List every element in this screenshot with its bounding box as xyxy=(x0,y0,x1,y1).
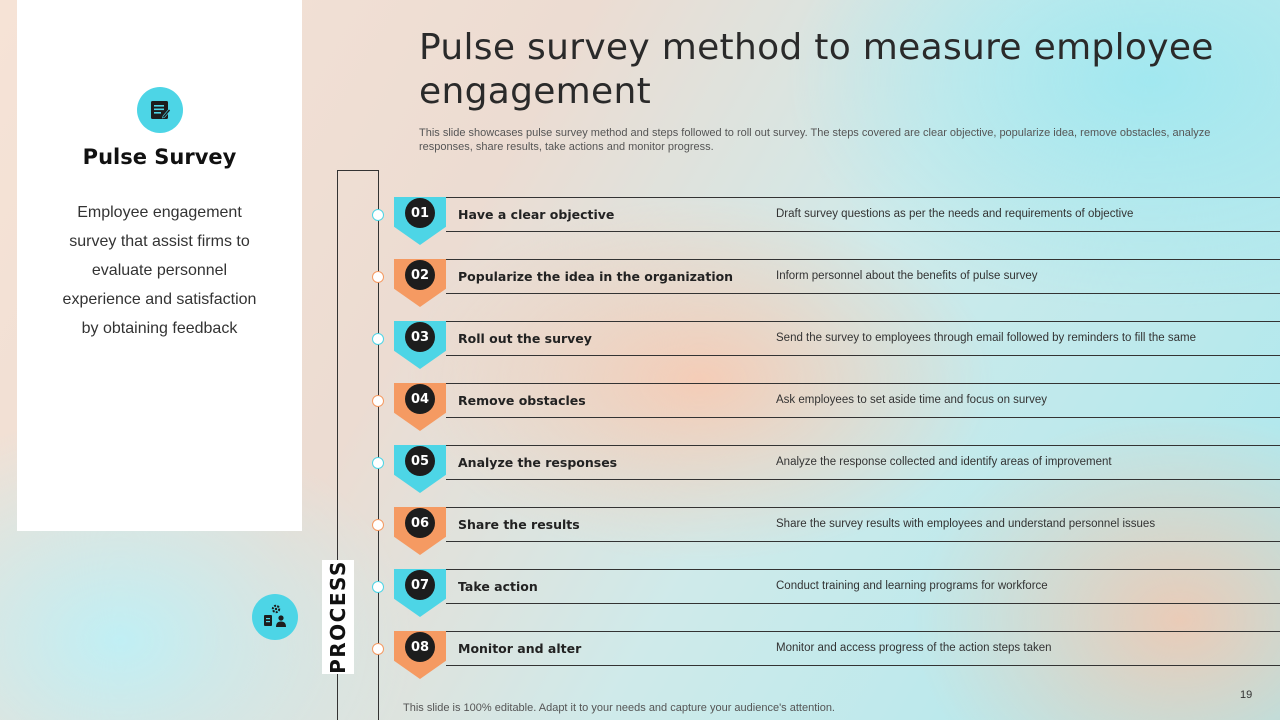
survey-clipboard-icon xyxy=(137,87,183,133)
process-label: PROCESS xyxy=(322,560,354,674)
step-dot xyxy=(372,457,384,469)
step-7 xyxy=(372,569,1280,619)
step-dot xyxy=(372,271,384,283)
page-number: 19 xyxy=(1240,689,1253,701)
step-1 xyxy=(372,197,1280,247)
step-description: Conduct training and learning programs for workforce xyxy=(776,580,1048,592)
step-divider xyxy=(446,665,1280,666)
step-number: 07 xyxy=(405,570,435,600)
step-divider xyxy=(446,603,1280,604)
step-divider xyxy=(446,445,1280,446)
step-dot xyxy=(372,581,384,593)
step-title: Share the results xyxy=(458,517,580,532)
step-description: Analyze the response collected and identify areas of improvement xyxy=(776,456,1112,468)
step-description: Send the survey to employees through email followed by reminders to fill the same xyxy=(776,332,1196,344)
step-description: Inform personnel about the benefits of pulse survey xyxy=(776,270,1038,282)
footer-note: This slide is 100% editable. Adapt it to your needs and capture your audience's attention. xyxy=(403,702,835,714)
team-gear-icon xyxy=(252,594,298,640)
step-2 xyxy=(372,259,1280,309)
step-divider xyxy=(446,507,1280,508)
step-divider xyxy=(446,197,1280,198)
step-dot xyxy=(372,643,384,655)
summary-card xyxy=(17,0,302,531)
step-title: Take action xyxy=(458,579,538,594)
step-divider xyxy=(446,355,1280,356)
step-divider xyxy=(446,321,1280,322)
step-number: 04 xyxy=(405,384,435,414)
step-divider xyxy=(446,417,1280,418)
step-description: Share the survey results with employees and understand personnel issues xyxy=(776,518,1156,530)
step-divider xyxy=(446,631,1280,632)
step-title: Analyze the responses xyxy=(458,455,618,470)
step-number: 05 xyxy=(405,446,435,476)
step-6 xyxy=(372,507,1280,557)
step-description: Draft survey questions as per the needs and requirements of objective xyxy=(776,208,1134,220)
step-number: 08 xyxy=(405,632,435,662)
step-title: Monitor and alter xyxy=(458,641,582,656)
step-3 xyxy=(372,321,1280,371)
step-description: Ask employees to set aside time and focus on survey xyxy=(776,394,1048,406)
step-dot xyxy=(372,333,384,345)
step-number: 03 xyxy=(405,322,435,352)
step-divider xyxy=(446,479,1280,480)
step-divider xyxy=(446,383,1280,384)
step-divider xyxy=(446,231,1280,232)
step-divider xyxy=(446,293,1280,294)
step-dot xyxy=(372,209,384,221)
step-divider xyxy=(446,259,1280,260)
step-number: 06 xyxy=(405,508,435,538)
step-description: Monitor and access progress of the action steps taken xyxy=(776,642,1052,654)
step-title: Roll out the survey xyxy=(458,331,592,346)
step-4 xyxy=(372,383,1280,433)
summary-title: Pulse Survey xyxy=(82,145,237,169)
step-title: Have a clear objective xyxy=(458,207,615,222)
step-number: 02 xyxy=(405,260,435,290)
step-title: Remove obstacles xyxy=(458,393,586,408)
step-number: 01 xyxy=(405,198,435,228)
step-title: Popularize the idea in the organization xyxy=(458,269,734,284)
summary-description: Employee engagement survey that assist firms to evaluate personnel experience and satisfaction by obtaining feedback xyxy=(62,204,257,337)
page-subtitle: This slide showcases pulse survey method and steps followed to roll out survey. The steps covered are clear objective, popularize idea, remove obstacles, analyze responses, share results, take actions and monitor progress. xyxy=(419,127,1211,153)
step-divider xyxy=(446,541,1280,542)
step-dot xyxy=(372,395,384,407)
step-8 xyxy=(372,631,1280,681)
step-dot xyxy=(372,519,384,531)
step-5 xyxy=(372,445,1280,495)
page-title: Pulse survey method to measure employee engagement xyxy=(419,27,1214,112)
step-divider xyxy=(446,569,1280,570)
